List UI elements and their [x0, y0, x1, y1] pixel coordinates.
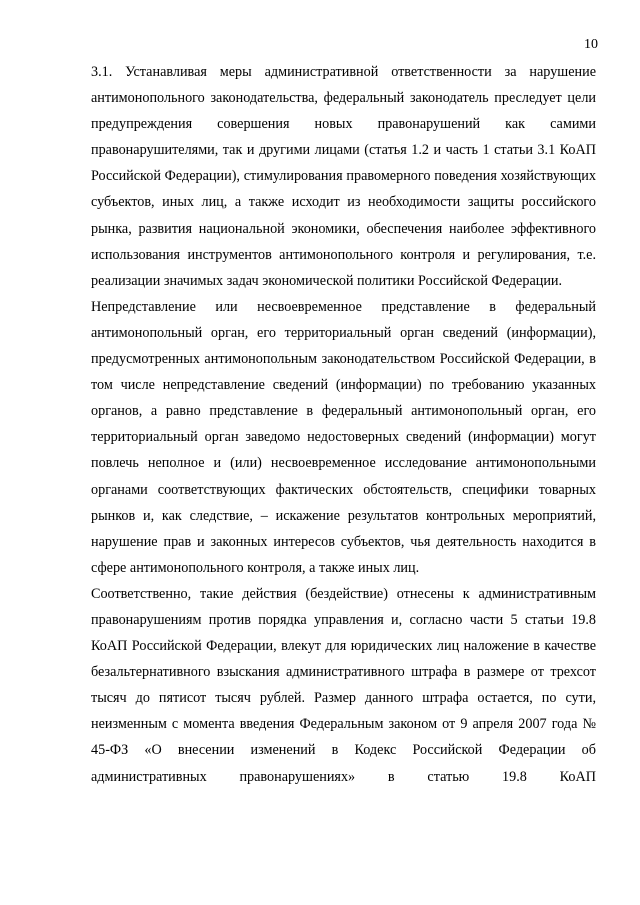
paragraph-2: Непредставление или несвоевременное представление в федеральный антимонопольный орган, его территориальный орган сведений (информации), предусмотренных антимонопольным законодательством Российской Федерации, в том числе непредставление сведений (информации) по требованию указанных органов, а равно представление в федеральный антимонопольный орган, его территориальный орган заведомо недостоверных сведений (информации) могут повлечь неполное и (или) несвоевременное исследование антимонопольными органами соответствующих фактических обстоятельств, специфики товарных рынков и, как следствие, – искажение результатов контрольных мероприятий, нарушение прав и законных интересов субъектов, чья деятельность находится в сфере антимонопольного контроля, а также иных лиц. — [91, 298, 596, 576]
paragraph-1: 3.1. Устанавливая меры административной ответственности за нарушение антимонопольного законодательства, федеральный законодатель преследует цели предупреждения совершения новых правонарушений как самими правонарушителями, так и другими лицами (статья 1.2 и часть 1 статьи 3.1 КоАП Российской Федерации), стимулирования правомерного поведения хозяйствующих субъектов, иных лиц, а также исходит из необходимости защиты российского рынка, развития национальной экономики, обеспечения наиболее эффективного использования инструментов антимонопольного контроля и регулирования, т.е. реализации значимых задач экономической политики Российской Федерации. — [91, 64, 596, 289]
page-number: 10 — [584, 37, 598, 52]
paragraph-3: Соответственно, такие действия (бездействие) отнесены к административным правонарушениям против порядка управления и, согласно части 5 статьи 19.8 КоАП Российской Федерации, влекут для юридических лиц наложение в качестве безальтернативного взыскания административного штрафа в размере от трехсот тысяч до пятисот тысяч рублей. Размер данного штрафа остается, по сути, неизменным с момента введения Федеральным законом от 9 апреля 2007 года № 45-ФЗ «О внесении изменений в Кодекс Российской Федерации об административных правонарушениях» в статью 19.8 КоАП — [91, 585, 596, 785]
document-body — [91, 59, 596, 790]
